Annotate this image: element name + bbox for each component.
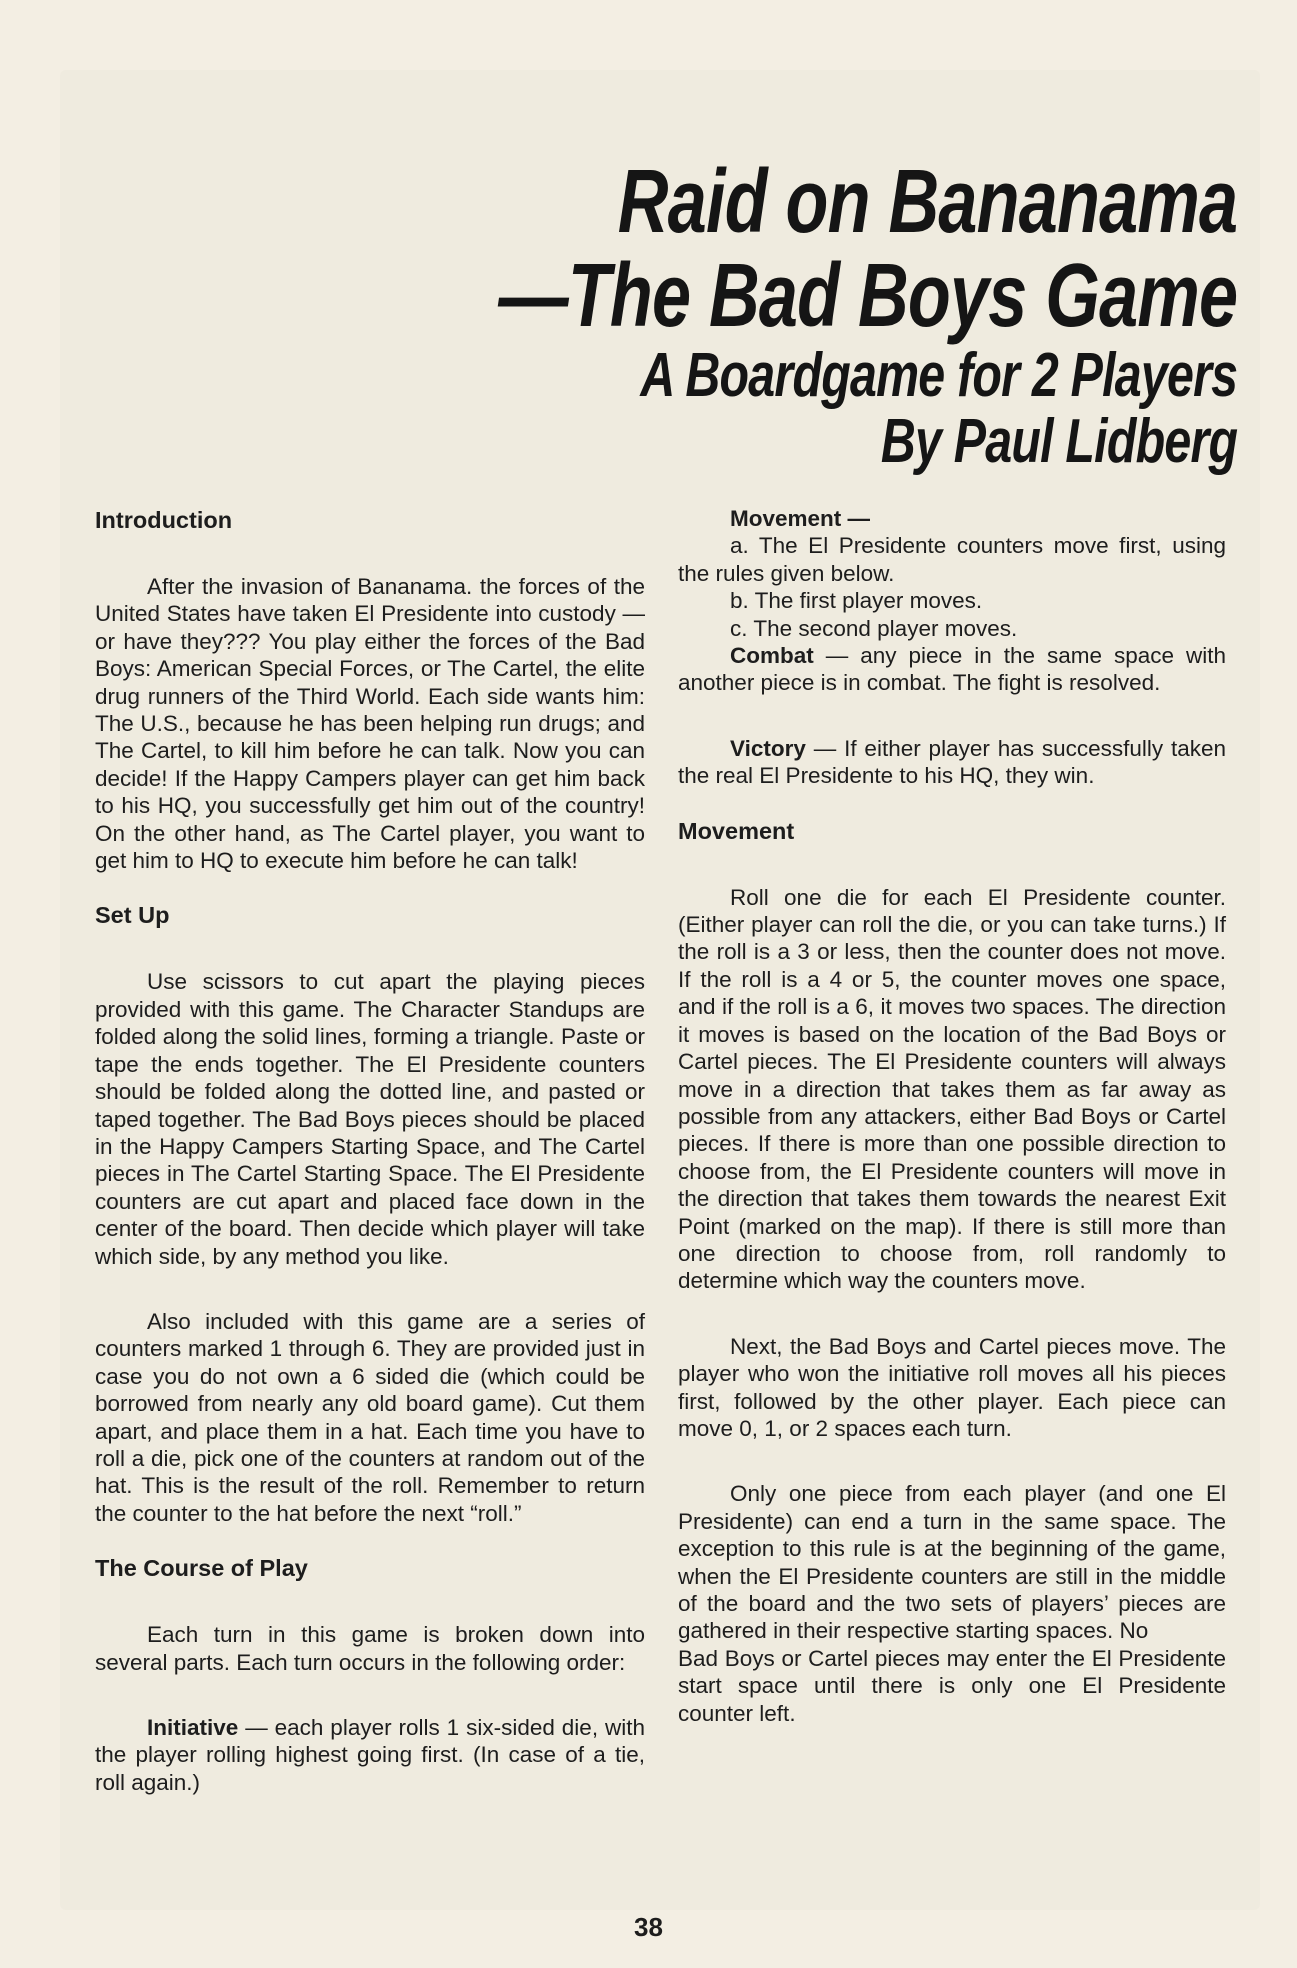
introduction-heading: Introduction xyxy=(95,507,233,533)
movement-step-a: a. The El Presidente counters move first, using the rules given below. xyxy=(678,533,1226,586)
title-line-1: Raid on Bananama xyxy=(617,152,1237,252)
title-line-2: —The Bad Boys Game xyxy=(498,246,1237,346)
left-column xyxy=(95,505,645,1796)
course-of-play-text: Each turn in this game is broken down into several parts. Each turn occurs in the following order: xyxy=(95,1622,645,1675)
movement-text-3: Only one piece from each player (and one El Presidente) can end a turn in the same space. The exception to this rule is at the beginning of the game, when the El Presidente counters are still in the middle of the board and the two sets of players’ pieces are gathered in their respective starting spaces. No xyxy=(678,1481,1226,1644)
victory-text: — If either player has successfully taken the real El Presidente to his HQ, they win. xyxy=(678,735,1226,789)
setup-heading: Set Up xyxy=(95,902,170,929)
byline: By Paul Lidberg xyxy=(880,407,1237,476)
initiative-label: Initiative xyxy=(147,1715,239,1740)
movement-text-2: Next, the Bad Boys and Cartel pieces move. The player who won the initiative roll moves all his pieces first, followed by the other player. Each piece can move 0, 1, or 2 spaces each turn. xyxy=(678,1333,1226,1441)
initiative-text: — each player rolls 1 six-sided die, with the player rolling highest going first. (In case of a tie, roll again.) xyxy=(95,1715,645,1795)
victory-paragraph xyxy=(678,735,1226,790)
page-number: 38 xyxy=(634,1912,663,1942)
title-block xyxy=(498,152,1237,476)
setup-text-2: Also included with this game are a series of counters marked 1 through 6. They are provided just in case you do not own a 6 sided die (which could be borrowed from nearly any old board game). Cut them apart, and place them in a hat. Each time you have to roll a die, pick one of the counters at random out of the hat. This is the result of the roll. Remember to return the counter to the hat before the next “roll.” xyxy=(95,1308,645,1526)
initiative-paragraph xyxy=(95,1714,645,1796)
movement-text-4: Bad Boys or Cartel pieces may enter the El Presidente start space until there is only one El Presidente counter left. xyxy=(678,1645,1226,1726)
subtitle: A Boardgame for 2 Players xyxy=(640,341,1237,410)
movement-list-heading xyxy=(678,505,1226,532)
movement-label: Movement — xyxy=(730,506,871,531)
combat-paragraph xyxy=(678,642,1226,697)
introduction-text: After the invasion of Bananama. the forces of the United States have taken El Presidente into custody — or have they??? You play either the forces of the Bad Boys: American Special Forces, or The Cartel, the elite drug runners of the Third World. Each side wants him: The U.S., because he has been helping run drugs; and The Cartel, to kill him before he can talk. Now you can decide! If the Happy Campers player can get him back to his HQ, you successfully get him out of the country! On the other hand, as The Cartel player, you want to get him to HQ to execute him before he can talk! xyxy=(95,574,645,874)
movement-step-c: c. The second player moves. xyxy=(730,615,1018,641)
combat-label: Combat xyxy=(730,643,814,669)
course-of-play-heading: The Course of Play xyxy=(95,1555,308,1582)
combat-text: — any piece in the same space with another piece is in combat. The fight is resolved. xyxy=(678,643,1226,696)
right-column xyxy=(678,505,1226,1727)
movement-heading: Movement xyxy=(678,817,795,844)
movement-text-1: Roll one die for each El Presidente counter. (Either player can roll the die, or you can take turns.) If the roll is a 3 or less, then the counter does not move. If the roll is a 4 or 5, the counter moves one space, and if the roll is a 6, it moves two spaces. The direction it moves is based on the location of the Bad Boys or Cartel pieces. The El Presidente counters will always move in a direction that takes them as far away as possible from any attackers, either Bad Boys or Cartel pieces. If there is more than one possible direction to choose from, the El Presidente counters will move in the direction that takes them towards the nearest Exit Point (marked on the map). If there is still more than one direction to choose from, roll randomly to determine which way the counters move. xyxy=(678,884,1226,1294)
setup-text-1: Use scissors to cut apart the playing pieces provided with this game. The Character Standups are folded along the solid lines, forming a triangle. Paste or tape the ends together. The El Presidente counters should be folded along the dotted line, and pasted or taped together. The Bad Boys pieces should be placed in the Happy Campers Starting Space, and The Cartel pieces in The Cartel Starting Space. The El Presidente counters are cut apart and placed face down in the center of the board. Then decide which player will take which side, by any method you like. xyxy=(95,969,645,1269)
victory-label: Victory xyxy=(730,735,806,761)
movement-step-b: b. The first player moves. xyxy=(730,588,983,614)
